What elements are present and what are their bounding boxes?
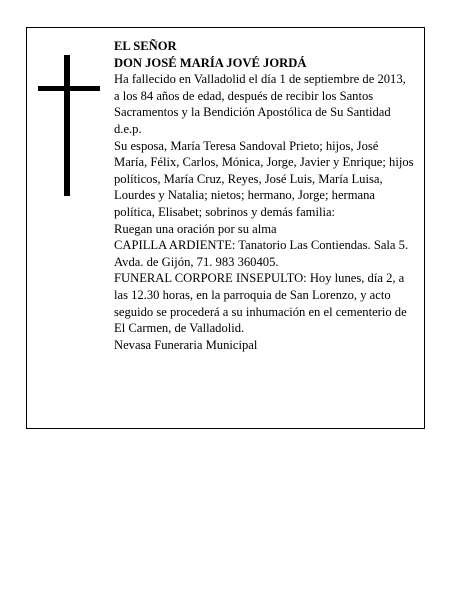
chapel-info: CAPILLA ARDIENTE: Tanatorio Las Contiendas. Sala 5. Avda. de Gijón, 71. 983 360405. <box>114 238 409 269</box>
cross-horizontal-bar <box>38 86 100 91</box>
funeral-info: FUNERAL CORPORE INSEPULTO: Hoy lunes, día 2, a las 12.30 horas, en la parroquia de San Lorenzo, y acto seguido se procederá a su inhumación en el cementerio de El Carmen, de Valladolid. <box>114 271 407 336</box>
family-list: Su esposa, María Teresa Sandoval Prieto; hijos, José María, Félix, Carlos, Mónica, Jorge, Javier y Enrique; hijos políticos, María Cruz, Reyes, José Luis, María Luisa, Lourdes y Natalia; nietos; hermano, Jorge; hermana política, Elisabet; sobrinos y demás familia: <box>114 138 414 219</box>
deceased-title: EL SEÑOR <box>114 39 177 53</box>
death-announcement: Ha fallecido en Valladolid el día 1 de septiembre de 2013, a los 84 años de edad, después de recibir los Santos Sacramentos y la Bendición Apostólica de Su Santidad <box>114 72 406 120</box>
prayer-request: Ruegan una oración por su alma <box>114 221 277 236</box>
cross-vertical-bar <box>64 55 70 196</box>
latin-cross-icon <box>38 55 100 196</box>
deceased-name: DON JOSÉ MARÍA JOVÉ JORDÁ <box>114 55 307 70</box>
rest-in-peace: d.e.p. <box>114 121 142 136</box>
obituary-text <box>114 38 414 353</box>
funeral-home: Nevasa Funeraria Municipal <box>114 337 258 352</box>
